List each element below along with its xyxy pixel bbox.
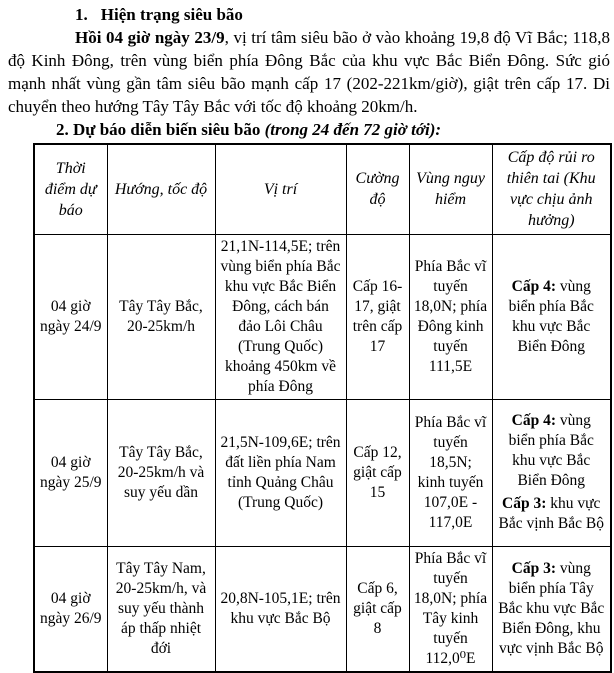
cell-intensity: Cấp 16-17, giật trên cấp 17 (346, 234, 409, 399)
storm-status-paragraph (8, 26, 610, 118)
risk-label: Cấp 3: (511, 559, 556, 577)
cell-time (34, 546, 107, 672)
header-risk-level: Cấp độ rủi ro thiên tai (Khu vực chịu ảnh hưởng) (492, 144, 611, 234)
cell-intensity: Cấp 12, giật cấp 15 (346, 399, 409, 546)
time-line-1: 04 giờ (50, 297, 91, 315)
risk-label: Cấp 4: (511, 277, 556, 295)
cell-risk (492, 234, 611, 399)
risk-text: vùng biển phía Tây Bắc khu vực Bắc Biển Đông, khu vực vịnh Bắc Bộ (498, 559, 605, 657)
risk-label: Cấp 3: (502, 495, 547, 512)
section-2-subtitle-italic: (trong 24 đến 72 giờ tới): (264, 120, 442, 139)
time-line-1: 04 giờ (50, 589, 91, 607)
risk-label: Cấp 4: (511, 412, 556, 429)
header-direction-speed: Hướng, tốc độ (107, 144, 215, 234)
table-row-24-9 (34, 234, 611, 399)
risk-text: vùng biển phía Bắc khu vực Bắc Biển Đông (508, 412, 594, 489)
time-line-1: 04 giờ (50, 453, 91, 471)
time-line-2: ngày 26/9 (39, 609, 102, 627)
table-row-25-9 (34, 399, 611, 546)
header-danger-zone: Vùng nguy hiểm (409, 144, 492, 234)
cell-time (34, 234, 107, 399)
cell-risk (492, 546, 611, 672)
header-position: Vị trí (215, 144, 346, 234)
cell-danger-zone: Phía Bắc vĩ tuyến 18,0N; phía Đông kinh tuyến 111,5E (409, 234, 492, 399)
cell-intensity: Cấp 6, giật cấp 8 (346, 546, 409, 672)
paragraph-body: , vị trí tâm siêu bão ở vào khoảng 19,8 độ Vĩ Bắc; 118,8 độ Kinh Đông, trên vùng biển phía Đông Bắc của khu vực Bắc Biển Đông. Sức gió mạnh nhất vùng gần tâm siêu bão mạnh cấp 17 (202-221km/giờ), giật trên cấp 17. Di chuyển theo hướng Tây Tây Bắc với tốc độ khoảng 20km/h. (8, 28, 610, 116)
section-1-heading (75, 3, 610, 26)
table-header-row (34, 144, 611, 234)
time-line-2: ngày 25/9 (39, 473, 102, 491)
risk-item (497, 494, 607, 534)
cell-time (34, 399, 107, 546)
table-row-26-9 (34, 546, 611, 672)
header-time: Thời điểm dự báo (34, 144, 107, 234)
section-1-title: Hiện trạng siêu bão (100, 5, 243, 24)
cell-position: 20,8N-105,1E; trên khu vực Bắc Bộ (215, 546, 346, 672)
risk-item (497, 411, 607, 491)
cell-position: 21,1N-114,5E; trên vùng biển phía Bắc khu vực Bắc Biển Đông, cách bán đảo Lôi Châu (Trung Quốc) khoảng 450km về phía Đông (215, 234, 346, 399)
cell-direction: Tây Tây Bắc, 20-25km/h (107, 234, 215, 399)
risk-item (497, 559, 607, 659)
forecast-table (33, 143, 612, 673)
cell-direction: Tây Tây Bắc, 20-25km/h và suy yếu dần (107, 399, 215, 546)
section-2-heading (56, 118, 610, 141)
risk-text: vùng biển phía Bắc khu vực Bắc Biển Đông (508, 277, 594, 355)
cell-danger-zone: Phía Bắc vĩ tuyến 18,5N; kinh tuyến 107,0E - 117,0E (409, 399, 492, 546)
section-2-title: 2. Dự báo diễn biến siêu bão (56, 120, 265, 139)
cell-direction: Tây Tây Nam, 20-25km/h, và suy yếu thành áp thấp nhiệt đới (107, 546, 215, 672)
risk-item (497, 277, 607, 357)
time-line-2: ngày 24/9 (39, 317, 102, 335)
paragraph-lead: Hồi 04 giờ ngày 23/9 (75, 28, 225, 47)
cell-risk (492, 399, 611, 546)
cell-position: 21,5N-109,6E; trên đất liền phía Nam tỉnh Quảng Châu (Trung Quốc) (215, 399, 346, 546)
cell-danger-zone: Phía Bắc vĩ tuyến 18,0N; phía Tây kinh tuyến 112,0⁰E (409, 546, 492, 672)
header-intensity: Cường độ (346, 144, 409, 234)
section-1-number: 1. (75, 5, 88, 24)
risk-text: khu vực Bắc vịnh Bắc Bộ (498, 495, 604, 532)
